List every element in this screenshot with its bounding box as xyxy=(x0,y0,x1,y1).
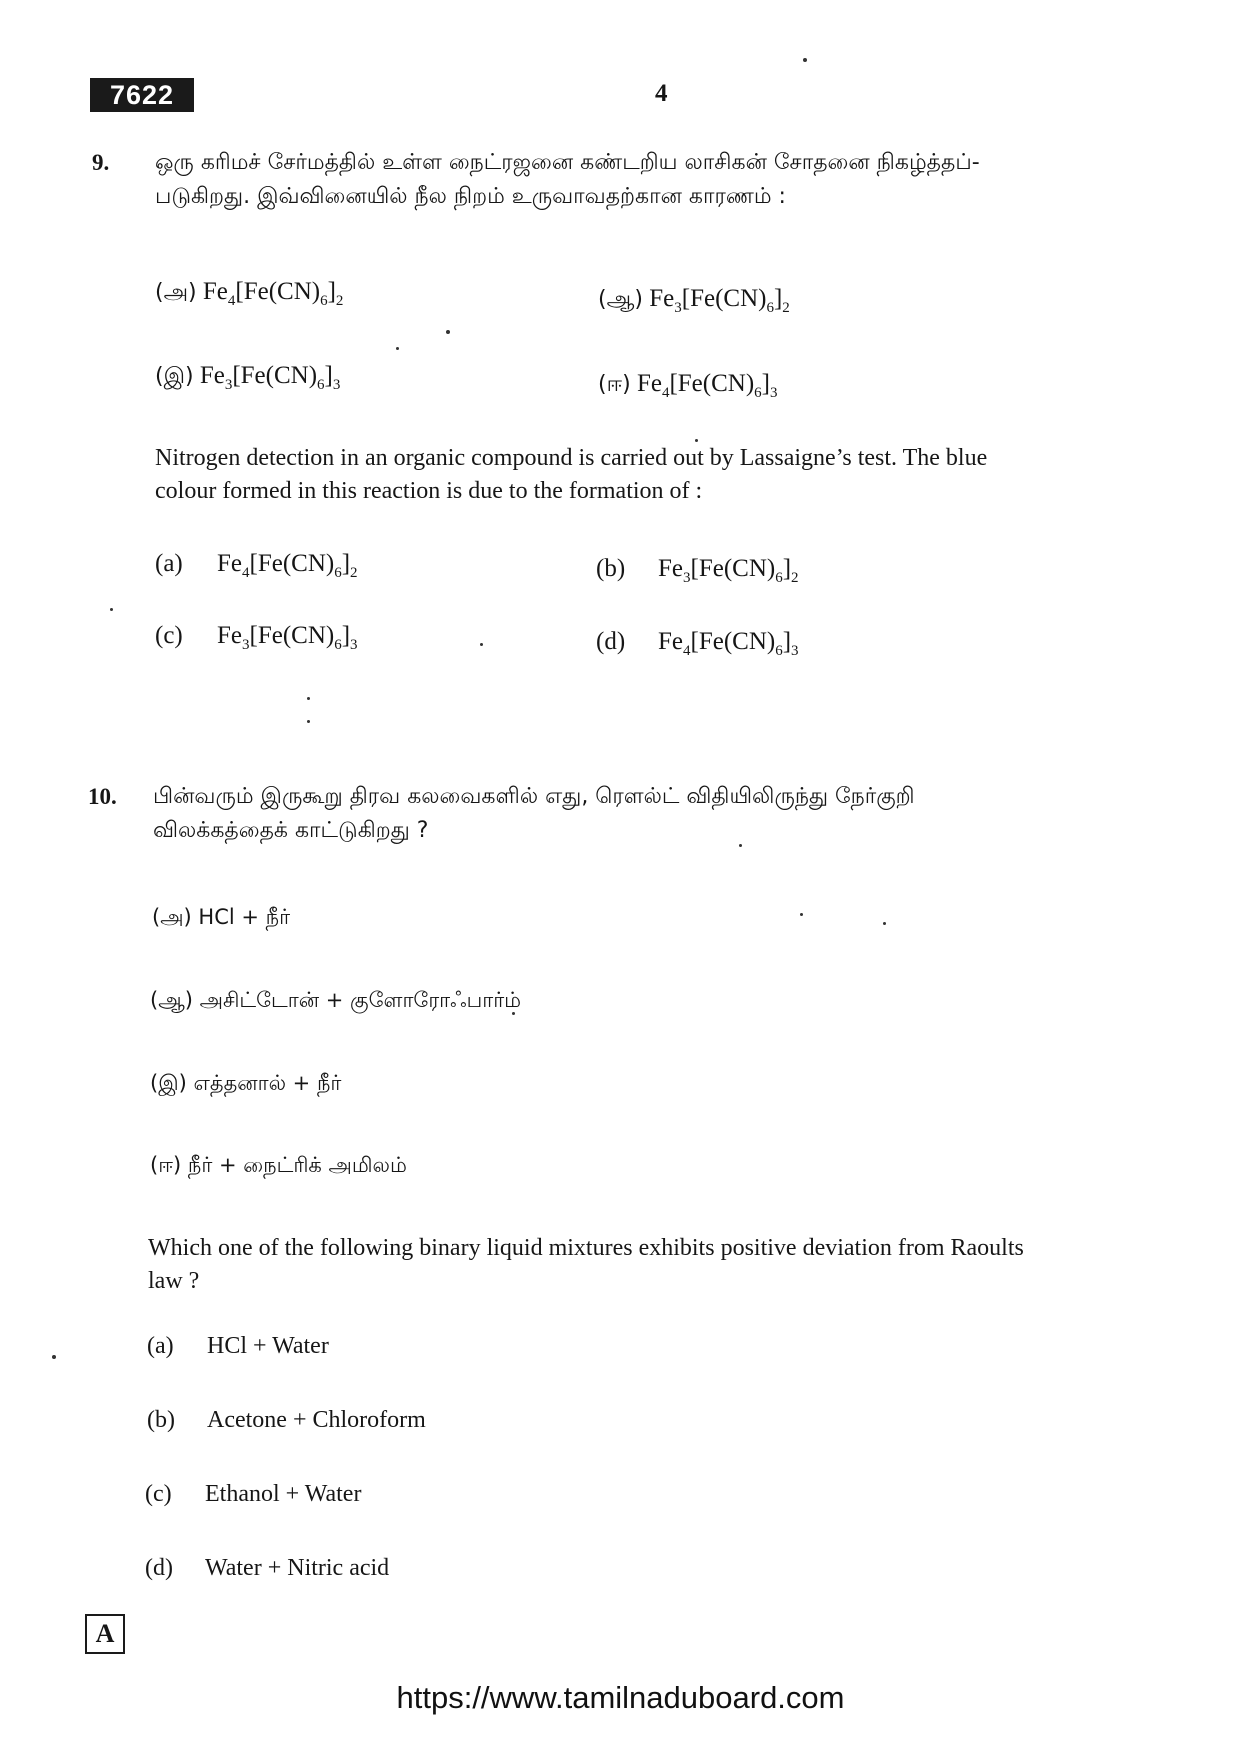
question-text-tamil: பின்வரும் இருகூறு திரவ கலவைகளில் எது, ரௌல்ட் விதியிலிருந்து நேர்குறி விலக்கத்தைக் காட்டுகிறது ? xyxy=(153,784,915,843)
option-english-b: (b) $Fe_3[Fe(CN)_6]_2$ xyxy=(596,555,799,586)
scan-speck xyxy=(480,643,483,646)
paper-version-box: A xyxy=(85,1614,125,1654)
scan-speck xyxy=(446,330,450,334)
question-number: 10. xyxy=(88,784,117,809)
scan-speck xyxy=(307,720,310,723)
option-english-a: (a) $Fe_4[Fe(CN)_6]_2$ xyxy=(155,550,358,581)
option-tamil-d: (ஈ) நீர் + நைட்ரிக் அமிலம் xyxy=(150,1153,407,1177)
page-number: 4 xyxy=(655,80,668,107)
option-tamil-a: (அ) HCl + நீர் xyxy=(152,905,291,929)
scan-speck xyxy=(883,922,886,925)
option-tamil-b: (ஆ) அசிட்டோன் + குளோரோஃபார்ம் xyxy=(150,988,522,1012)
question-text-tamil: ஒரு கரிமச் சேர்மத்தில் உள்ள நைட்ரஜனை கண்டறிய லாசிகன் சோதனை நிகழ்த்தப்- படுகிறது. இவ்வினையில் நீல நிறம் உருவாவதற்கான காரணம் : xyxy=(155,150,980,209)
question-text-english: Which one of the following binary liquid mixtures exhibits positive deviation from Raoults law ? xyxy=(148,1235,1024,1294)
scan-speck xyxy=(512,1012,515,1015)
option-english-b: (b) Acetone + Chloroform xyxy=(147,1407,426,1433)
option-tamil-c: (இ) எத்தனால் + நீர் xyxy=(150,1071,342,1095)
paper-code-badge: 7622 xyxy=(90,78,194,112)
option-english-a: (a) HCl + Water xyxy=(147,1333,329,1359)
scan-speck xyxy=(695,439,698,442)
scan-speck xyxy=(800,913,803,916)
footer-url[interactable]: https://www.tamilnaduboard.com xyxy=(396,1680,845,1715)
option-english-d: (d) $Fe_4[Fe(CN)_6]_3$ xyxy=(596,628,799,659)
option-english-c: (c) $Fe_3[Fe(CN)_6]_3$ xyxy=(155,622,358,653)
option-english-d: (d) Water + Nitric acid xyxy=(145,1555,390,1581)
option-tamil-b: (ஆ) $Fe_3[Fe(CN)_6]_2$ xyxy=(598,285,790,316)
scan-speck xyxy=(396,347,399,350)
scan-speck xyxy=(110,608,113,611)
option-english-c: (c) Ethanol + Water xyxy=(145,1481,362,1507)
option-tamil-a: (அ) $Fe_4[Fe(CN)_6]_2$ xyxy=(155,278,344,309)
option-tamil-d: (ஈ) $Fe_4[Fe(CN)_6]_3$ xyxy=(598,370,778,401)
scan-speck xyxy=(739,844,742,847)
question-text-english: Nitrogen detection in an organic compound is carried out by Lassaigne’s test. The blue colour formed in this reaction is due to the formation of : xyxy=(155,445,988,504)
scan-speck xyxy=(803,58,807,62)
option-tamil-c: (இ) $Fe_3[Fe(CN)_6]_3$ xyxy=(155,362,341,393)
question-number: 9. xyxy=(92,150,110,175)
scan-speck xyxy=(52,1355,56,1359)
scan-speck xyxy=(307,697,310,700)
